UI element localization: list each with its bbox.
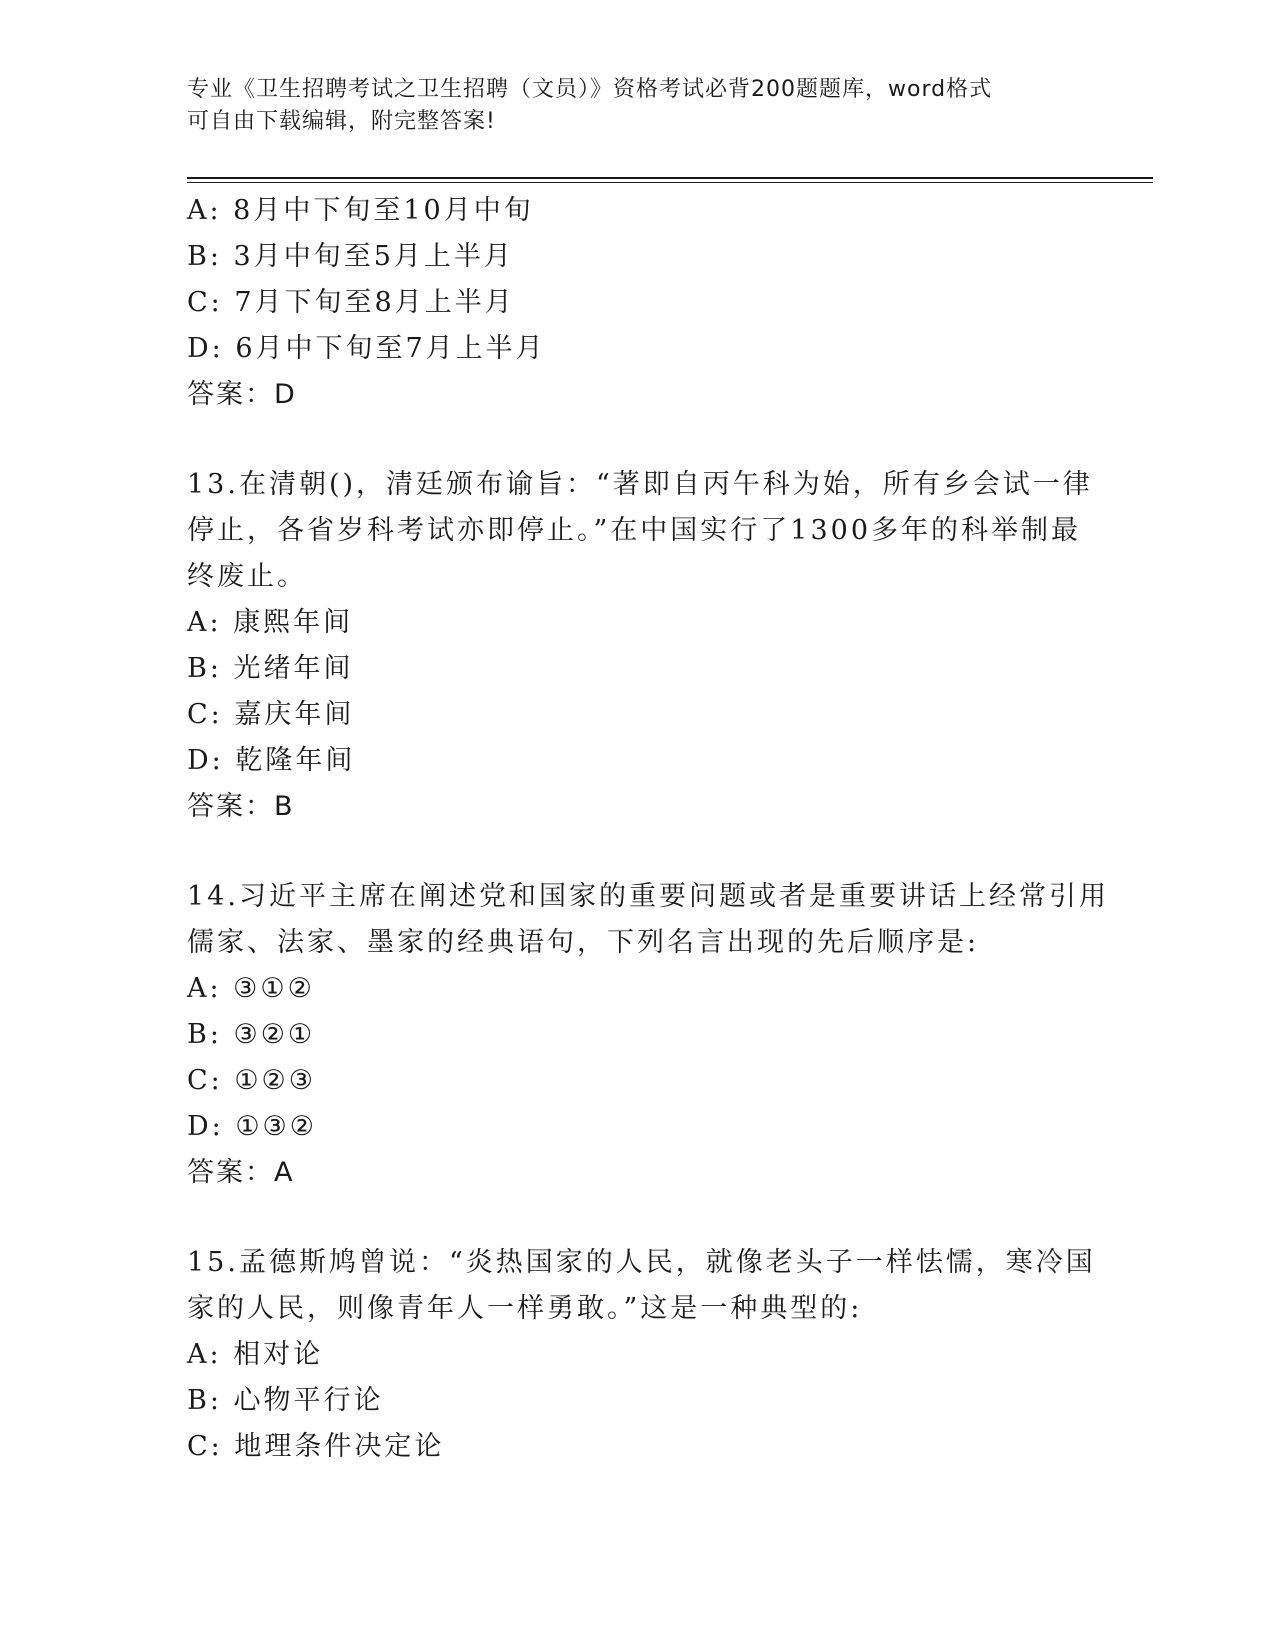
option-c: C: 嘉庆年间 (187, 699, 355, 730)
question-stem-line: 儒家、法家、墨家的经典语句，下列名言出现的先后顺序是: (187, 927, 980, 958)
question-stem-line: 终废止。 (187, 561, 307, 592)
option-d: D: 乾隆年间 (187, 745, 356, 776)
question-stem-line: 停止，各省岁科考试亦即停止。”在中国实行了1300多年的科举制最 (187, 515, 1082, 546)
option-d: D: 6月中下旬至7月上半月 (187, 333, 546, 364)
question-stem-line: 15.孟德斯鸠曾说：“炎热国家的人民，就像老头子一样怯懦，寒冷国 (187, 1247, 1096, 1278)
option-b: B: 光绪年间 (187, 653, 354, 684)
option-b: B: ③②① (187, 1019, 316, 1050)
option-a: A: 8月中下旬至10月中旬 (187, 195, 534, 226)
option-b: B: 3月中旬至5月上半月 (187, 241, 514, 272)
option-c: C: 地理条件决定论 (187, 1431, 445, 1462)
option-c: C: 7月下旬至8月上半月 (187, 287, 515, 318)
question-14 (187, 874, 1109, 1196)
option-a: A: 康熙年间 (187, 607, 354, 638)
document-header (187, 74, 1087, 138)
option-b: B: 心物平行论 (187, 1385, 384, 1416)
answer-line: 答案：A (187, 1157, 295, 1188)
question-stem-line: 14.习近平主席在阐述党和国家的重要问题或者是重要讲话上经常引用 (187, 881, 1109, 912)
question-stem-line: 家的人民，则像青年人一样勇敢。”这是一种典型的: (187, 1293, 863, 1324)
answer-line: 答案：D (187, 379, 297, 410)
question-15 (187, 1240, 1096, 1470)
question-12 (187, 188, 1087, 418)
header-line-2: 可自由下载编辑，附完整答案! (187, 109, 496, 134)
option-a: A: 相对论 (187, 1339, 324, 1370)
header-divider-thick (187, 177, 1153, 179)
question-stem-line: 13.在清朝()，清廷颁布谕旨：“著即自丙午科为始，所有乡会试一律 (187, 469, 1093, 500)
question-13 (187, 462, 1093, 830)
question-list (187, 188, 1109, 1470)
option-d: D: ①③② (187, 1111, 317, 1142)
option-c: C: ①②③ (187, 1065, 316, 1096)
option-a: A: ③①② (187, 973, 315, 1004)
header-divider-thin (187, 182, 1153, 183)
answer-line: 答案：B (187, 791, 295, 822)
header-line-1: 专业《卫生招聘考试之卫生招聘（文员）》资格考试必背200题题库，word格式 (187, 77, 993, 102)
